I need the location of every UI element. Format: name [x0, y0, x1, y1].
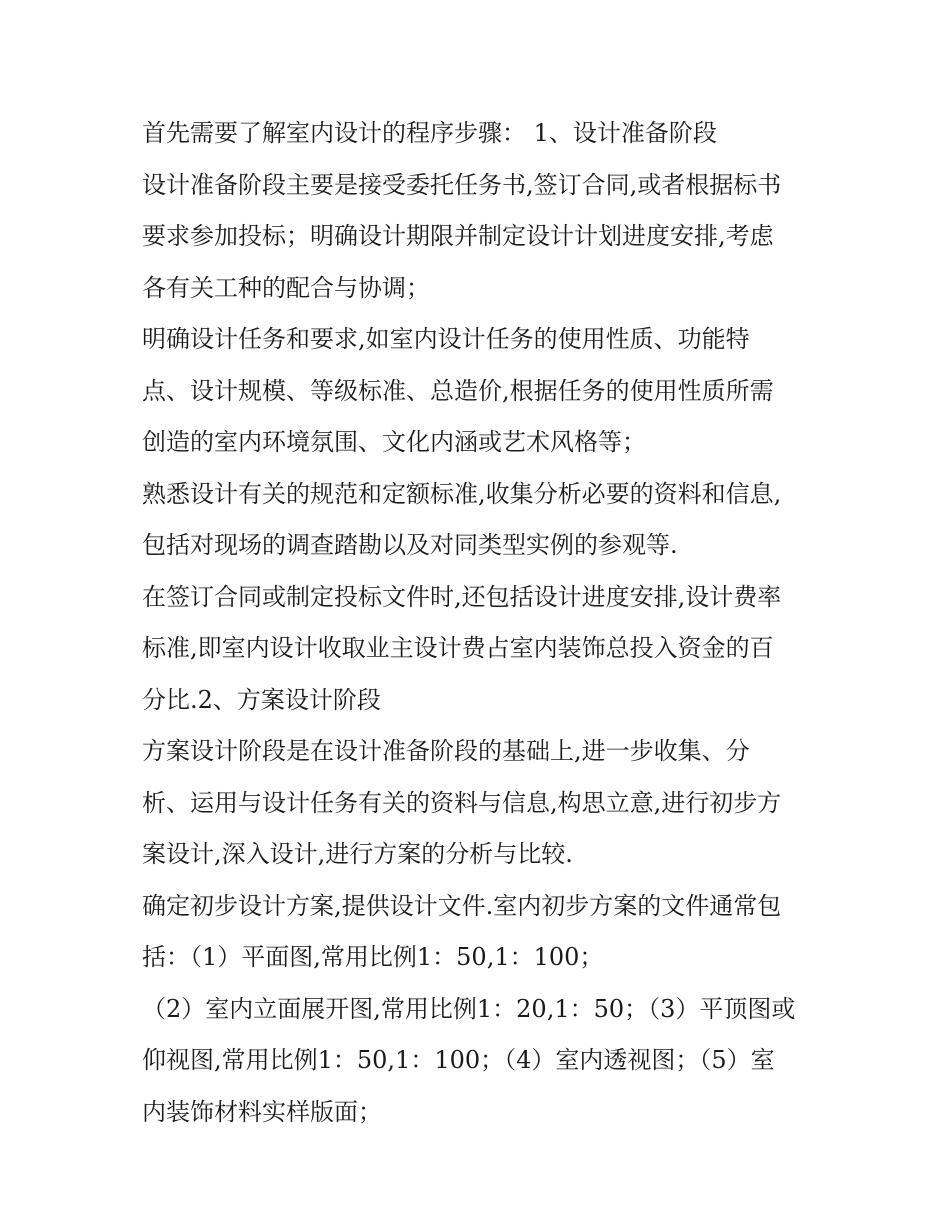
text-line: 要求参加投标；明确设计期限并制定设计计划进度安排,考虑 [142, 222, 774, 250]
text-line: 确定初步设计方案,提供设计文件.室内初步方案的文件通常包 [142, 891, 782, 920]
text-line: 包括对现场的调查踏勘以及对同类型实例的参观等. [142, 531, 678, 559]
text-line: 标准,即室内设计收取业主设计费占室内装饰总投入资金的百 [142, 634, 774, 662]
text-line: 案设计,深入设计,进行方案的分析与比较. [142, 840, 573, 868]
text-line: 创造的室内环境氛围、文化内涵或艺术风格等； [142, 428, 646, 456]
text-line: 点、设计规模、等级标准、总造价,根据任务的使用性质所需 [142, 376, 774, 405]
text-line: 设计准备阶段主要是接受委托任务书,签订合同,或者根据标书 [142, 170, 782, 199]
text-line: 括：（1）平面图,常用比例1：50,1：100； [142, 943, 604, 971]
text-line: 仰视图,常用比例1：50,1：100；（4）室内透视图；（5）室 [142, 1046, 775, 1074]
document-body-text [142, 108, 822, 1138]
text-line: 在签订合同或制定投标文件时,还包括设计进度安排,设计费率 [142, 582, 782, 611]
text-line: （2）室内立面展开图,常用比例1：20,1：50；（3）平顶图或 [142, 994, 796, 1023]
text-line: 首先需要了解室内设计的程序步骤： 1、设计准备阶段 [142, 119, 717, 147]
text-line: 明确设计任务和要求,如室内设计任务的使用性质、功能特 [142, 325, 750, 353]
text-line: 析、运用与设计任务有关的资料与信息,构思立意,进行初步方 [142, 788, 782, 817]
text-line: 分比.2、方案设计阶段 [142, 685, 381, 714]
text-line: 熟悉设计有关的规范和定额标准,收集分析必要的资料和信息, [142, 479, 782, 508]
text-line: 各有关工种的配合与协调； [142, 273, 430, 302]
text-line: 内装饰材料实样版面； [142, 1097, 382, 1126]
text-line: 方案设计阶段是在设计准备阶段的基础上,进一步收集、分 [142, 737, 750, 765]
